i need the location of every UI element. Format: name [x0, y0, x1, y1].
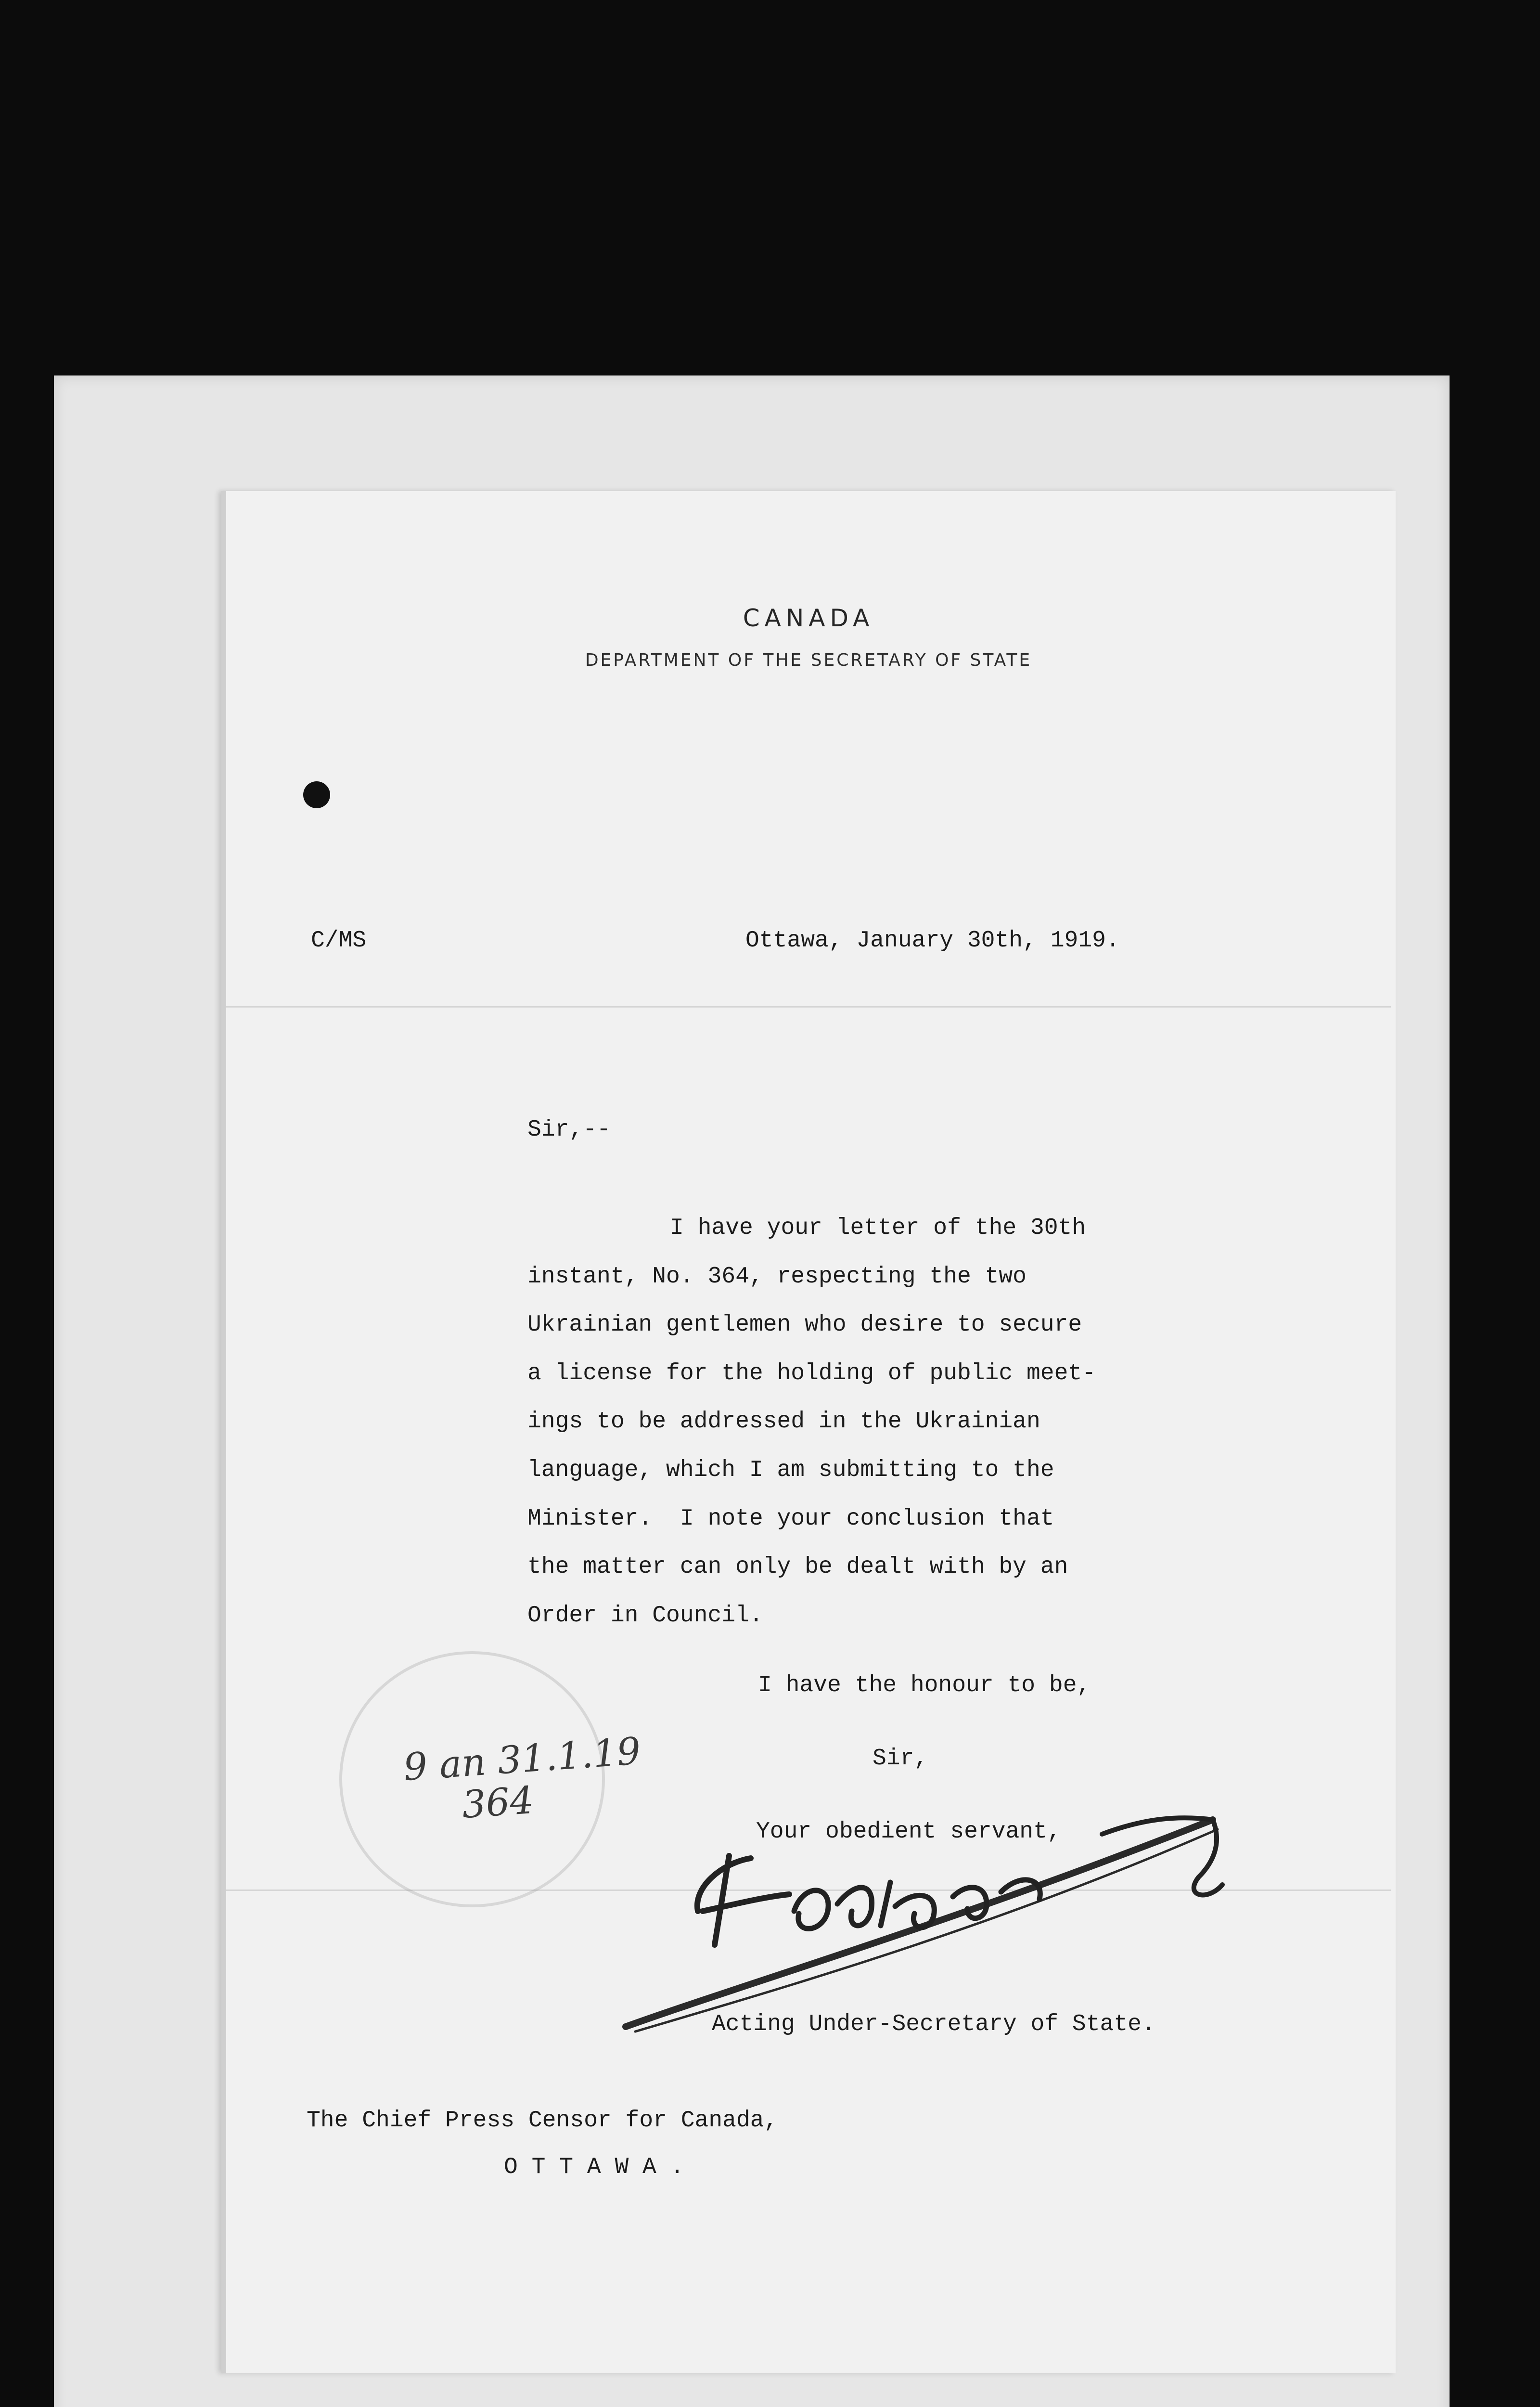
punch-hole [303, 781, 330, 808]
reference-code: C/MS [311, 928, 367, 954]
body-line: the matter can only be dealt with by an [527, 1554, 1068, 1580]
closing-sir: Sir, [873, 1746, 928, 1772]
body-line: Order in Council. [527, 1603, 763, 1629]
signatory-title: Acting Under-Secretary of State. [712, 2011, 1155, 2037]
body-line: I have your letter of the 30th [670, 1215, 1086, 1241]
closing-honour: I have the honour to be, [758, 1672, 1091, 1698]
body-line: Ukrainian gentlemen who desire to secure [527, 1312, 1082, 1338]
handwritten-date-note: 9 an 31.1.19 [402, 1729, 642, 1790]
ruled-line [226, 1006, 1391, 1008]
body-line: Minister. I note your conclusion that [527, 1506, 1054, 1532]
handwritten-file-number: 364 [461, 1778, 535, 1827]
addressee-line-2: O T T A W A . [504, 2154, 684, 2180]
addressee-line-1: The Chief Press Censor for Canada, [307, 2108, 778, 2134]
body-line: instant, No. 364, respecting the two [527, 1264, 1027, 1290]
salutation: Sir,-- [527, 1117, 611, 1143]
letterhead-country: CANADA [743, 604, 874, 632]
closing-servant: Your obedient servant, [756, 1819, 1061, 1845]
body-line: language, which I am submitting to the [527, 1457, 1054, 1483]
body-line: a license for the holding of public meet- [527, 1360, 1096, 1386]
letterhead-department: DEPARTMENT OF THE SECRETARY OF STATE [585, 650, 1032, 670]
place-date: Ottawa, January 30th, 1919. [745, 928, 1120, 954]
body-line: ings to be addressed in the Ukrainian [527, 1409, 1040, 1435]
